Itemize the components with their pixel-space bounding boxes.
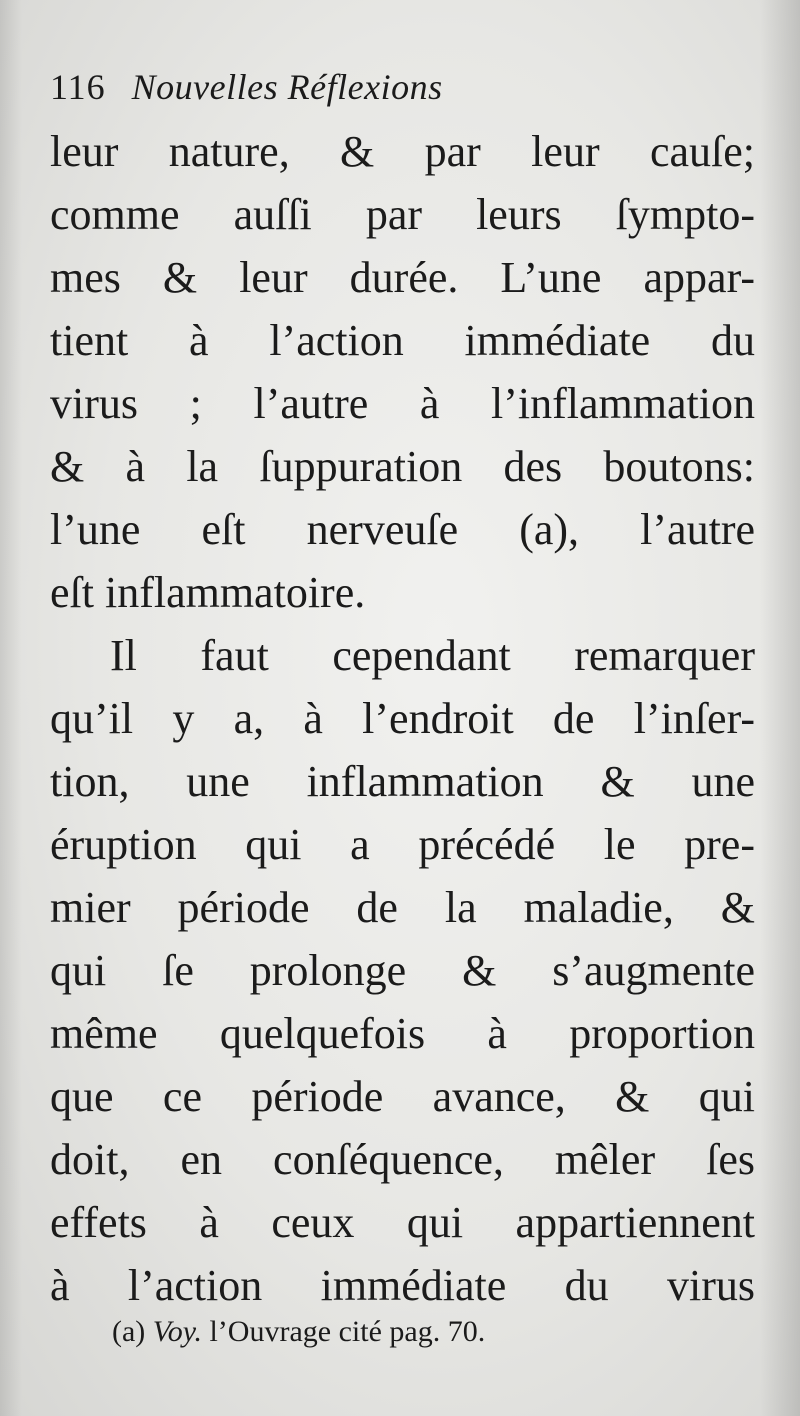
text-line: qu’il y a, à l’endroit de l’inſer- <box>50 694 755 743</box>
text-line: virus ; l’autre à l’inflammation <box>50 379 755 428</box>
paragraph-end-line: eſt inflammatoire. <box>50 568 366 617</box>
footnote-voy: Voy. <box>152 1315 202 1348</box>
footnote-text: l’Ouvrage cité pag. 70. <box>209 1315 486 1348</box>
text-line: & à la ſuppuration des boutons: <box>50 442 755 491</box>
text-line: même quelquefois à proportion <box>50 1009 755 1058</box>
text-line: mes & leur durée. L’une appar- <box>50 253 755 302</box>
text-line: à l’action immédiate du virus <box>50 1261 755 1310</box>
page-header <box>50 62 443 112</box>
page-edge-shadow-right <box>760 0 800 1416</box>
text-line: qui ſe prolonge & s’augmente <box>50 946 755 995</box>
body-text <box>50 120 755 1317</box>
text-line: que ce période avance, & qui <box>50 1072 755 1121</box>
running-head: Nouvelles Réflexions <box>131 67 443 107</box>
text-line: comme auſſi par leurs ſympto- <box>50 190 755 239</box>
page-number: 116 <box>50 67 106 107</box>
text-line: mier période de la maladie, & <box>50 883 755 932</box>
text-line: tient à l’action immédiate du <box>50 316 755 365</box>
text-line: leur nature, & par leur cauſe; <box>50 127 755 176</box>
footnote <box>112 1310 712 1354</box>
footnote-marker: (a) <box>112 1315 146 1348</box>
text-line: tion, une inflammation & une <box>50 757 755 806</box>
text-line: effets à ceux qui appartiennent <box>50 1198 755 1247</box>
paragraph-start-line: Il faut cependant remarquer <box>110 631 755 680</box>
text-line: éruption qui a précédé le pre- <box>50 820 755 869</box>
text-line: doit, en conſéquence, mêler ſes <box>50 1135 755 1184</box>
text-line: l’une eſt nerveuſe (a), l’autre <box>50 505 755 554</box>
page-edge-shadow-left <box>0 0 22 1416</box>
